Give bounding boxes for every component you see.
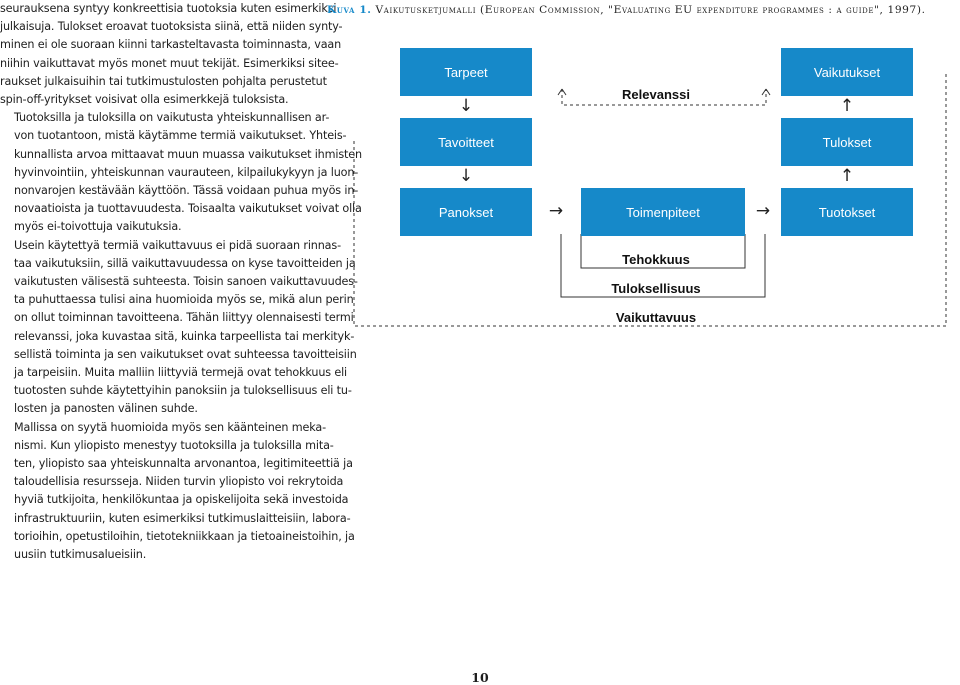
text-line: myös ei-toivottuja vaikutuksia. [14,220,182,234]
figure-number: Kuva 1. [327,4,372,16]
text-line: hyvinvointiin, yhteiskunnan vaurauteen, kilpailukykyyn ja luon- [14,165,359,179]
figure-caption-text: Vaikutusketjumalli (European Commission, "Evaluating EU expenditure programmes : a guide", 1997). [371,4,926,16]
arrow-right-panokset-toimenpiteet: → [548,201,564,221]
arrow-down-tavoitteet-panokset: ↓ [458,166,474,186]
text-line: infrastruktuuriin, kuten esimerkiksi tutkimuslaitteisiin, labora- [14,511,351,525]
box-tavoitteet: Tavoitteet [400,118,532,166]
text-line: raukset julkaisuihin tai tutkimustulosten pohjalta perustetut [0,74,327,88]
text-line: Mallissa on syytä huomioida myös sen käänteinen meka- [14,420,326,434]
arrow-up-tuotokset-tulokset: ↑ [839,166,855,186]
text-line: novaatioista ja tuottavuudesta. Toisaalta vaikutukset voivat olla [14,202,362,216]
box-tarpeet: Tarpeet [400,48,532,96]
box-panokset: Panokset [400,188,532,236]
arrow-down-tarpeet-tavoitteet: ↓ [458,96,474,116]
label-tuloksellisuus: Tuloksellisuus [611,281,701,296]
text-line: tuotosten suhde käytettyihin panoksiin ja tuloksellisuus eli tu- [14,384,352,398]
arrow-right-toimenpiteet-tuotokset: → [755,201,771,221]
label-relevanssi: Relevanssi [622,87,690,102]
text-line: torioihin, opetustiloihin, tietotekniikkaan ja tietoaineistoihin, ja [14,529,355,543]
text-line: on ollut toiminnan tavoitteena. Tähän liittyy olennaisesti termi [14,311,354,325]
text-line: kunnallista arvoa mittaavat muun muassa vaikutukset ihmisten [14,147,362,161]
text-line: sellistä toiminta ja sen vaikutukset ovat suhteessa tavoitteisiin [14,347,357,361]
text-line: seurauksena syntyy konkreettisia tuotoksia kuten esimerkiksi [0,2,337,15]
text-line: Tuotoksilla ja tuloksilla on vaikutusta yhteiskunnallisen ar- [14,111,330,125]
text-line: ja tarpeisiin. Muita malliin liittyviä termejä ovat tehokkuus eli [14,366,348,380]
label-tehokkuus: Tehokkuus [622,252,690,267]
text-line: ten, yliopisto saa yhteiskunnalta arvonantoa, legitimiteettiä ja [14,457,353,471]
page-number: 10 [471,670,489,685]
box-vaikutukset: Vaikutukset [781,48,913,96]
text-line: spin-off-yritykset voisivat olla esimerkkejä tuloksista. [0,93,289,107]
arrow-up-tulokset-vaikutukset: ↑ [839,96,855,116]
text-line: losten ja panosten välinen suhde. [14,402,198,416]
text-line: uusiin tutkimusalueisiin. [14,548,147,562]
text-line: nonvarojen kestävään käyttöön. Tässä voidaan puhua myös in- [14,184,359,198]
text-line: minen ei ole suoraan kiinni tarkasteltavasta toiminnasta, vaan [0,38,342,52]
text-line: hyviä tutkijoita, henkilökuntaa ja opiskelijoita sekä investoida [14,493,349,507]
text-line: taa vaikutuksiin, sillä vaikuttavuudessa on kyse tavoitteiden ja [14,256,356,270]
text-line: ta puhuttaessa tulisi aina huomioida myös se, mikä alun perin [14,293,354,307]
text-line: relevanssi, joka kuvastaa sitä, kuinka tarpeellista tai merkityk- [14,329,355,343]
text-line: taloudellisia resursseja. Niiden turvin yliopisto voi rekrytoida [14,475,344,489]
text-line: vaikutusten välisestä suhteesta. Toisin sanoen vaikuttavuudes- [14,275,358,289]
box-tuotokset: Tuotokset [781,188,913,236]
text-line: julkaisuja. Tulokset eroavat tuotoksista siinä, että niiden synty- [0,20,343,34]
box-toimenpiteet: Toimenpiteet [581,188,745,236]
text-line: von tuotantoon, mistä käytämme termiä vaikutukset. Yhteis- [14,129,347,143]
text-line: Usein käytettyä termiä vaikuttavuus ei pidä suoraan rinnas- [14,238,341,252]
label-vaikuttavuus: Vaikuttavuus [615,310,697,325]
text-line: nismi. Kun yliopisto menestyy tuotoksilla ja tuloksilla mita- [14,438,334,452]
box-tulokset: Tulokset [781,118,913,166]
text-line: niihin vaikuttavat myös monet muut tekijät. Esimerkiksi siteе- [0,56,339,70]
